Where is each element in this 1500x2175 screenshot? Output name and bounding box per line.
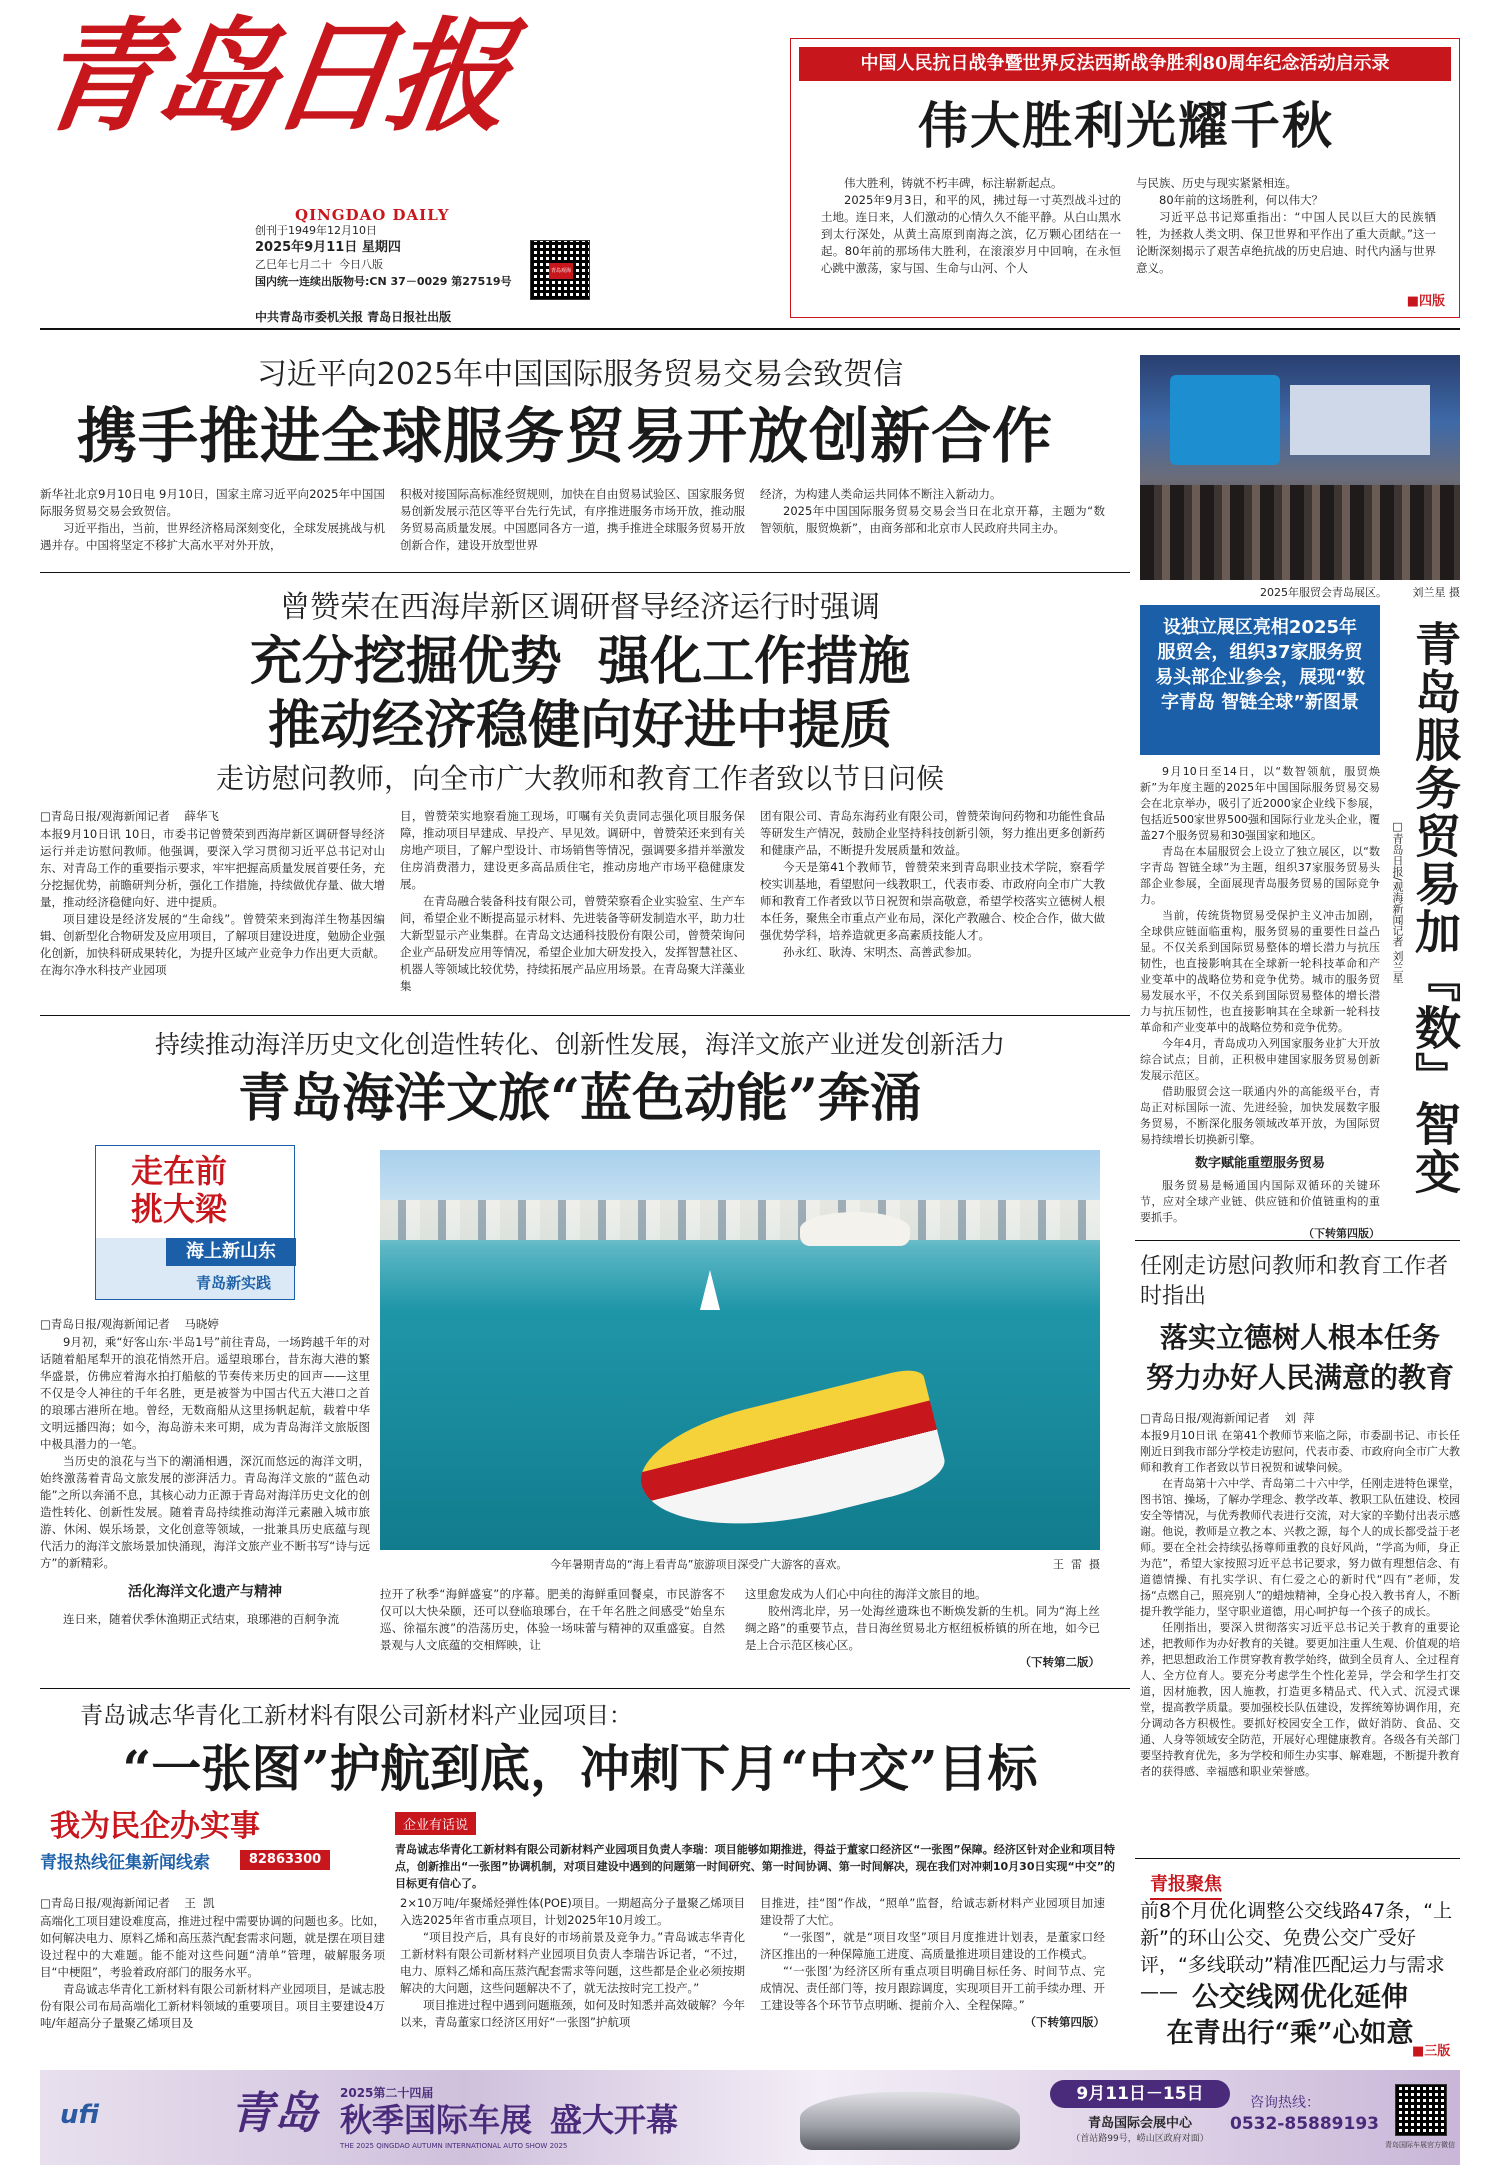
ad-event: 秋季国际车展 xyxy=(340,2101,533,2139)
issue-number: 国内统一连续出版物号:CN 37－0029 第27519号 xyxy=(255,275,512,288)
publisher-line: 中共青岛市委机关报 青岛日报社出版 xyxy=(255,310,452,324)
ferry-photo-caption: 今年暑期青岛的“海上看青岛”旅游项目深受广大游客的喜欢。 王 雷 摄 xyxy=(550,1558,1100,1571)
story6-brand xyxy=(1150,1872,1260,1898)
ad-hotline: 0532-85889193 xyxy=(1230,2114,1379,2134)
story6-headline-line1[interactable]: 公交线网优化延伸 xyxy=(1192,1982,1408,2013)
ad-ufi-logo: ufi xyxy=(60,2100,99,2130)
story4-headline-line2[interactable]: 努力办好人民满意的教育 xyxy=(1145,1361,1454,1394)
masthead-info xyxy=(255,222,565,290)
story2-reporter: □青岛日报/观海新闻记者 薛华飞 xyxy=(40,809,219,823)
campaign-title: 我为民企办实事 xyxy=(50,1809,260,1844)
banner-jump[interactable]: ■四版 xyxy=(1406,294,1445,309)
sidebar-vertical-headline[interactable]: 青岛服务贸易加『数』智变 xyxy=(1408,620,1462,1196)
masthead-qr-code[interactable] xyxy=(530,240,590,300)
story3-jump[interactable]: （下转第二版） xyxy=(1019,1655,1100,1669)
badge-line2: 挑大梁 xyxy=(131,1190,228,1228)
story5-reporter: □青岛日报/观海新闻记者 王 凯 xyxy=(40,1896,215,1910)
ad-qr-code[interactable] xyxy=(1395,2084,1447,2136)
expo-photo-caption: 2025年服贸会青岛展区。 刘兰星 摄 xyxy=(1260,586,1460,599)
campaign-hotline: 82863300 xyxy=(240,1850,330,1870)
masthead xyxy=(29,4,760,241)
sidebar-box-text: 设独立展区亮相2025年服贸会，组织37家服务贸易头部企业参会，展现“数字青岛 智链全球”新图景 xyxy=(1155,617,1365,713)
sidebar-highlight-box xyxy=(1140,605,1380,755)
badge-line3: 海上新山东 xyxy=(166,1238,296,1266)
issue-date: 2025年9月11日 星期四 xyxy=(255,240,401,255)
ad-brand-script: 青岛 xyxy=(230,2088,318,2139)
badge-line4: 青岛新实践 xyxy=(196,1274,272,1292)
lunar-date: 乙巳年七月二十 xyxy=(255,258,332,271)
banner-label: 中国人民抗日战争暨世界反法西斯战争胜利80周年纪念活动启示录 xyxy=(799,47,1451,81)
story2-headline-line1[interactable]: 充分挖掘优势 强化工作措施 xyxy=(249,631,911,692)
ad-slogan: 盛大开幕 xyxy=(550,2101,679,2139)
sidebar-jump[interactable]: （下转第四版） xyxy=(1303,1227,1380,1240)
sidebar-reporter: □青岛日报/观海新闻记者 刘兰星 xyxy=(1391,820,1404,984)
story3-kicker: 持续推动海洋历史文化创造性转化、创新性发展，海洋文旅产业迸发创新活力 xyxy=(154,1030,1005,1059)
campaign-subtitle: 青报热线征集新闻线索 xyxy=(40,1853,210,1873)
story4-reporter: □青岛日报/观海新闻记者 刘 萍 xyxy=(1140,1411,1315,1425)
story2-subhead: 走访慰问教师，向全市广大教师和教育工作者致以节日问候 xyxy=(215,762,944,795)
story5-col1: 高端化工项目建设难度高，推进过程中需要协调的问题也多。比如，如何解决电力、原料乙烯和高压蒸汽配套需求问题，就是摆在项目建设过程中的大难题。能不能对这些问题“清单”管理，破解服务项目“中梗阻”，考验着政府部门的服务水平。 青岛诚志华青化工新材料有限公司新材料产业园项目，是诚志股份有限公司布局高端化工新材料领域的重要项目。项目主要建设4万吨/年超高分子量聚乙烯项目及 xyxy=(40,1914,385,2030)
masthead-logo: 青岛日报 xyxy=(29,4,515,148)
story6-headline-line2[interactable]: 在青出行“乘”心如意 xyxy=(1166,2018,1414,2049)
story6-intro: 前8个月优化调整公交线路47条，“上新”的环山公交、免费公交广受好评，“多线联动”精准匹配运力与需求—— xyxy=(1140,1900,1453,2003)
ad-hotline-label: 咨询热线： xyxy=(1250,2095,1320,2111)
story5-jump[interactable]: （下转第四版） xyxy=(1024,2015,1105,2029)
story1-col2: 积极对接国际高标准经贸规则，加快在自由贸易试验区、国家服务贸易创新发展示范区等平台先行先试，有序推进服务市场开放，推动服务贸易高质量发展。中国愿同各方一道，携手推进全球服务贸易开放创新合作，建设开放型世界 xyxy=(400,487,745,552)
story1-headline[interactable]: 携手推进全球服务贸易开放创新合作 xyxy=(77,402,1053,472)
ad-session: 2025第二十四届 xyxy=(340,2086,434,2100)
page-count: 今日八版 xyxy=(339,258,383,271)
ad-date-box xyxy=(1050,2080,1230,2156)
story5-col2: 2×10万吨/年聚烯烃弹性体(POE)项目。一期超高分子量聚乙烯项目入选2025年省市重点项目，计划2025年10月竣工。 “项目投产后，具有良好的市场前景及竞争力。”青岛诚志华青化工新材料有限公司新材料产业园项目负责人李瑞告诉记者，“不过，电力、原料乙烯和高压蒸汽配套需求等问题，这些都是企业必须按期解决的大问题，这些问题解决不了，就无法按时完工投产。” 项目推进过程中遇到问题瓶颈，如何及时知悉并高效破解？今年以来，青岛董家口经济区用好“一张图”护航项 xyxy=(400,1896,745,2029)
story5-kicker: 青岛诚志华青化工新材料有限公司新材料产业园项目： xyxy=(80,1703,632,1729)
story4-kicker: 任刚走访慰问教师和教育工作者时指出 xyxy=(1140,1254,1449,1309)
story2-col2: 目，曾赞荣实地察看施工现场，叮嘱有关负责同志强化项目服务保障，推动项目早建成、早投产、早见效。调研中，曾赞荣还来到有关房地产项目，了解户型设计、市场销售等情况，强调要多措并举激发住房消费潜力，建设更多高品质住宅，推动房地产市场平稳健康发展。 在青岛融合装备科技有限公司，曾赞荣察看企业实验室、生产车间，希望企业不断提高显示材料、先进装备等研发制造水平，助力壮大新型显示产业集群。在青岛文达通科技股份有限公司，曾赞荣询问企业产品研发应用等情况，希望企业加大研发投入，发挥智慧社区、机器人等领域比较优势，持续拓展产品应用场景。在青岛聚大洋藻业集 xyxy=(400,809,745,993)
masthead-english: QINGDAO DAILY xyxy=(295,206,450,224)
story6-jump[interactable]: ■三版 xyxy=(1412,2044,1451,2059)
auto-show-ad[interactable] xyxy=(40,2070,1460,2165)
ad-venue: 青岛国际会展中心 xyxy=(1087,2116,1192,2131)
voice-text: 青岛诚志华青化工新材料有限公司新材料产业园项目负责人李瑞：项目能够如期推进，得益于董家口经济区“一张图”保障。经济区针对企业和项目特点，创新推出“一张图”协调机制，对项目建设中遇到的问题第一时间研究、第一时间协调、第一时间解决，现在我们对冲刺10月30日实现“中交”的目标更有信心了。 xyxy=(395,1843,1115,1890)
founded: 创刊于1949年12月10日 xyxy=(255,224,377,237)
ad-venue-sub: （首站路99号，崂山区政府对面） xyxy=(1071,2134,1209,2144)
story3-col3: 这里愈发成为人们心中向往的海洋文旅目的地。 胶州湾北岸，另一处海丝遗珠也不断焕发新的生机。同为“海上丝绸之路”的重要节点，昔日海丝贸易北方枢纽板桥镇的所在地，如今已是上合示范区核心区。 （下转第二版） xyxy=(745,1587,1100,1669)
ad-english: THE 2025 QINGDAO AUTUMN INTERNATIONAL AUTO SHOW 2025 xyxy=(340,2142,568,2150)
ad-car-image xyxy=(800,2092,1020,2150)
story2-headline-line2[interactable]: 推动经济稳健向好进中提质 xyxy=(267,695,892,756)
story3-col1: 9月初，乘“好客山东·半岛1号”前往青岛，一场跨越千年的对话随着船尾犁开的浪花悄然开启。遥望琅琊台，昔东海大港的繁华盛景，仿佛应着海水拍打船舷的节奏传来历史的回声——这里不仅是令人神往的千年名胜，更是被誉为中国古代五大港口之首的琅琊古港所在地。曾经，无数商船从这里扬帆起航，载着中华文明远播四海；如今，海岛游未来可期，成为青岛海洋文旅版图中极具潜力的一笔。 当历史的浪花与当下的潮涌相遇，深沉而悠远的海洋文明，始终激荡着青岛文旅发展的澎湃活力。青岛海洋文旅的“蓝色动能”之所以奔涌不息，其核心动力正源于青岛对海洋历史文化的创造性转化、创新性发展。随着青岛持续推动海洋元素融入城市旅游、休闲、娱乐场景，文化创意等领域，一批兼具历史底蕴与现代活力的海洋文旅场景加快涌现，海洋文旅产业不断书写“诗与远方”的新精彩。 活化海洋文化遗产与精神 连日来，随着伏季休渔期正式结束，琅琊港的百舸争流 xyxy=(40,1335,370,1626)
badge-line1: 走在前 xyxy=(131,1152,228,1190)
story2-col3: 团有限公司、青岛东海药业有限公司，曾赞荣询问药物和功能性食品等研发生产情况，鼓励企业坚持科技创新引领，努力推出更多创新药和健康产品，不断提升发展质量和效益。 今天是第41个教师节，曾赞荣来到青岛职业技术学院，察看学校实训基地，看望慰问一线教职工，代表市委、市政府向全市广大教师和教育工作者致以节日祝贺和崇高敬意，希望学校落实立德树人根本任务，聚焦全市重点产业布局，深化产教融合、校企合作，做大做强优势学科，培养造就更多高素质技能人才。 孙永红、耿涛、宋明杰、高善武参加。 xyxy=(760,809,1105,959)
story6-brand-label: 青报聚焦 xyxy=(1150,1872,1222,1900)
story1-col1: 新华社北京9月10日电 9月10日，国家主席习近平向2025年中国国际服务贸易交易会致贺信。 习近平指出，当前，世界经济格局深刻变化，全球发展挑战与机遇并存。中国将坚定不移扩大高水平对外开放， xyxy=(40,487,385,552)
story3-subheading: 活化海洋文化遗产与精神 xyxy=(128,1584,282,1600)
column-badge xyxy=(95,1145,295,1300)
ad-dates: 9月11日－15日 xyxy=(1050,2080,1230,2108)
story5-col3: 目推进，挂“图”作战，“照单”监督，给诚志新材料产业园项目加速建设帮了大忙。 “一张图”，就是“项目攻坚”项目月度推进计划表，是董家口经济区推出的一种保障施工进度、高质量推进项目建设的工作模式。 “‘一张图’为经济区所有重点项目明确目标任务、时间节点、完成情况、责任部门等，按月跟踪调度，实现项目开工前手续办理、开工建设等各个环节节点明晰、提前介入、全程保障。” （下转第四版） xyxy=(760,1896,1105,2029)
expo-photo xyxy=(1140,355,1460,580)
story5-headline[interactable]: “一张图”护航到底，冲刺下月“中交”目标 xyxy=(122,1739,1038,1798)
ferry-photo xyxy=(380,1150,1100,1550)
banner-headline: 伟大胜利光耀千秋 xyxy=(918,96,1334,155)
voice-label: 企业有话说 xyxy=(395,1812,476,1835)
banner-col1: 伟大胜利，铸就不朽丰碑，标注崭新起点。 2025年9月3日，和平的风，拂过每一寸英烈战斗过的土地。连日来，人们激动的心情久久不能平静。从白山黑水到太行深处，从黄土高原到南海之滨，亿万颗心团结在一起。80年前的那场伟大胜利，在滚滚岁月中回响，在永恒心跳中激荡，家与国、生命与山河、个人 xyxy=(821,176,1121,275)
story1-kicker: 习近平向2025年中国国际服务贸易交易会致贺信 xyxy=(256,357,904,392)
sidebar-subheading: 数字赋能重塑服务贸易 xyxy=(1194,1156,1325,1171)
top-banner xyxy=(790,38,1460,318)
story3-reporter: □青岛日报/观海新闻记者 马晓婷 xyxy=(40,1317,219,1331)
qr-center-badge: 青岛观海 xyxy=(549,263,573,279)
story4-headline-line1[interactable]: 落实立德树人根本任务 xyxy=(1159,1321,1440,1354)
campaign-badge[interactable] xyxy=(40,1808,340,1878)
banner-col2: 与民族、历史与现实紧紧相连。 80年前的这场胜利，何以伟大？ 习近平总书记郑重指出：“中国人民以巨大的民族牺牲，为拯救人类文明、保卫世界和平作出了重大贡献。”这一论断深刻揭示了艰苦卓绝抗战的历史启迪、时代内涵与世界意义。 xyxy=(1136,176,1436,275)
enterprise-voice xyxy=(395,1812,1115,1892)
story1-col3: 经济，为构建人类命运共同体不断注入新动力。 2025年中国国际服务贸易交易会当日在北京开幕，主题为“数智领航，服贸焕新”，由商务部和北京市人民政府共同主办。 xyxy=(760,487,1105,535)
story2-col1: 本报9月10日讯 10日，市委书记曾赞荣到西海岸新区调研督导经济运行并走访慰问教师。他强调，要深入学习贯彻习近平总书记对山东、对青岛工作的重要指示要求，牢牢把握高质量发展首要任务，充分挖掘优势，前瞻研判分析，强化工作措施，持续做优存量、做大增量，推动经济稳健向好、进中提质。 项目建设是经济发展的“生命线”。曾赞荣来到海洋生物基因编辑、创新型化合物研发及应用项目，了解项目建设进度，勉励企业强化创新，加快科研成果转化，为提升区域产业竞争力作出更大贡献。在海尔净水科技产业园项 xyxy=(40,827,385,977)
story3-col2: 拉开了秋季“海鲜盛宴”的序幕。肥美的海鲜重回餐桌，市民游客不仅可以大快朵颐，还可以登临琅琊台，在千年名胜之间感受“始皇东巡、徐福东渡”的浩荡历史，体验一场味蕾与精神的双重盛宴。自然景观与人文底蕴的交相辉映，让 xyxy=(380,1587,725,1652)
story3-headline[interactable]: 青岛海洋文旅“蓝色动能”奔涌 xyxy=(238,1068,922,1129)
ad-qr-label: 青岛国际车展官方微信 xyxy=(1385,2141,1455,2149)
sidebar-body: 9月10日至14日，以“数智领航，服贸焕新”为年度主题的2025年中国国际服务贸易交易会在北京举办，吸引了近2000家企业线下参展，包括近500家世界500强和国际行业龙头企业，覆盖27个服务贸易和30强国家和地区。 青岛在本届服贸会上设立了独立展区，以“数字青岛 智链全球”为主题，组织37家服务贸易头部企业参展，全面展现青岛服务贸易的国际竞争力。 当前，传统货物贸易受保护主义冲击加剧，全球供应链面临重构，服务贸易的重要性日益凸显。不仅关系到国际贸易整体的增长潜力与抗压韧性，也直接影响其在全球新一轮科技革命和产业变革中的战略位势和竞争优势。城市的服务贸易发展水平，不仅关系到国际贸易整体的增长潜力与抗压韧性，也直接影响其在全球新一轮科技革命和产业变革中的战略位势和竞争优势。 今年4月，青岛成功入列国家服务业扩大开放综合试点；目前，正积极申建国家服务贸易创新发展示范区。 借助服贸会这一联通内外的高能级平台，青岛正对标国际一流、先进经验，加快发展数字服务贸易，不断深化服务领域改革开放，为国际贸易持续增长切换新引擎。 数字赋能重塑服务贸易 服务贸易是畅通国内国际双循环的关键环节，应对全球产业链、供应链和价值链重构的重要抓手。 （下转第四版） xyxy=(1140,765,1380,1240)
story2-kicker: 曾赞荣在西海岸新区调研督导经济运行时强调 xyxy=(280,590,880,625)
story4-body: 本报9月10日讯 在第41个教师节来临之际，市委副书记、市长任刚近日到我市部分学校走访慰问，代表市委、市政府向全市广大教师和教育工作者致以节日祝贺和诚挚问候。 在青岛第十六中学、青岛第二十六中学，任刚走进特色课堂，图书馆、操场，了解办学理念、教学改革、教职工队伍建设、校园安全等情况，与优秀教师代表进行交流，对大家的辛勤付出表示感谢。他说，教师是立教之本、兴教之源，每个人的成长都受益于老师。要在全社会持续弘扬尊师重教的良好风尚，“学高为师，身正为范”，希望大家按照习近平总书记要求，努力做有理想信念、有道德情操、有扎实学识、有仁爱之心的新时代“四有”老师，发扬“点燃自己，照亮别人”的蜡烛精神，全身心投入教书育人，不断提升教学能力，坚守职业道德，用心呵护每一个孩子的成长。 任刚指出，要深入贯彻落实习近平总书记关于教育的重要论述，把教师作为办好教育的关键。要更加注重人生观、价值观的培养，把思想政治工作贯穿教育教学始终，做到全员育人、全过程育人、全方位育人。要充分考虑学生个性化差异，学会和学生打交道，因材施教，因人施教，打造更多精品式、代入式、沉浸式课堂，提高教学质量。要加强校长队伍建设，发挥统筹协调作用，充分调动各方积极性。要抓好校园安全工作，做好消防、食品、交通、人身等领域安全防范，开展好心理健康教育。各级各有关部门要坚持教育优先，多为学校和师生办实事、解难题，不断提升教育者的获得感、幸福感和职业荣誉感。 xyxy=(1140,1429,1460,1778)
